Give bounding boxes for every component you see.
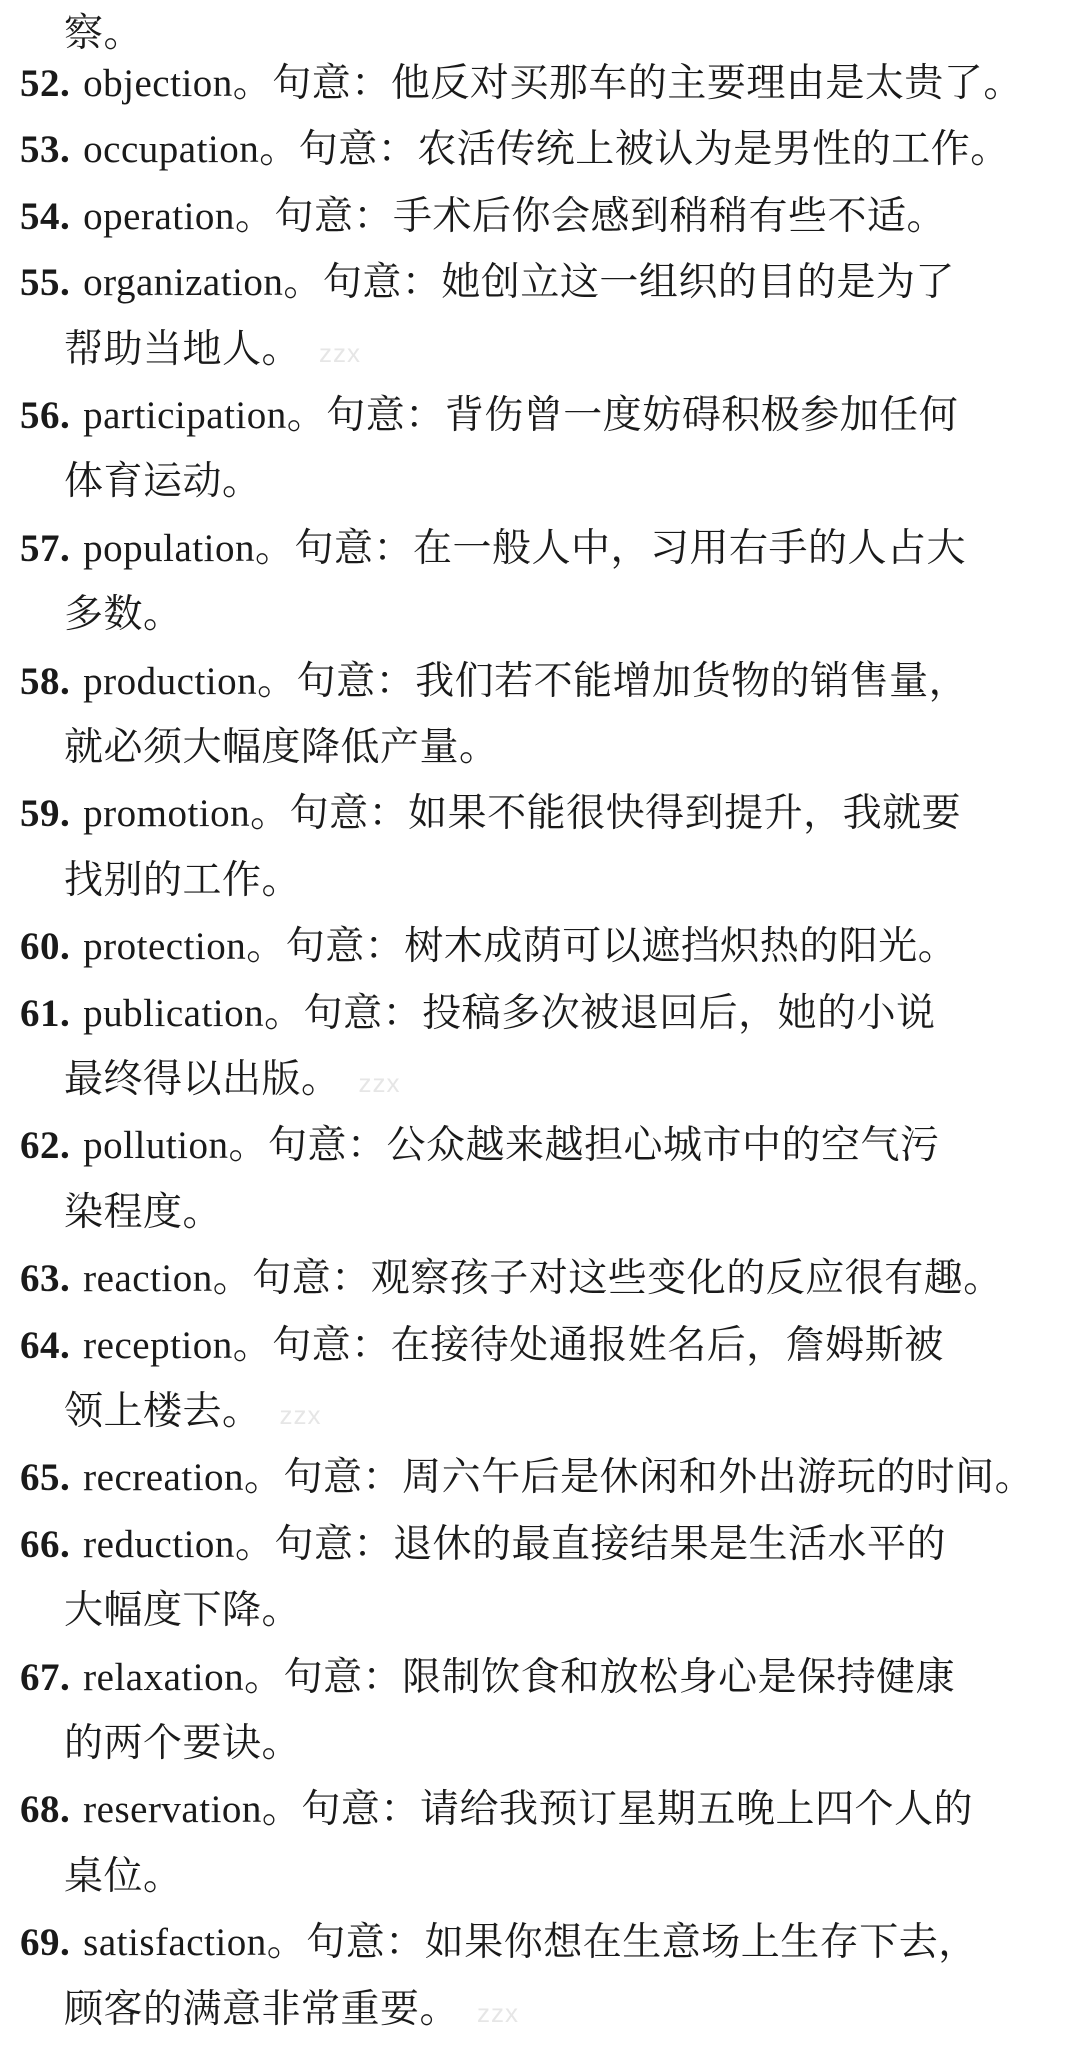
entry-separator: 。句意： (264, 990, 423, 1036)
entry-line (20, 191, 1072, 243)
entry-continuation-line (64, 722, 1072, 774)
entry-meaning: 背伤曾一度妨碍积极参加任何 (444, 393, 959, 438)
entry-meaning: 在接待处通报姓名后，詹姆斯被 (390, 1322, 944, 1368)
entry-continuation-line (64, 1187, 1072, 1239)
entry-continuation-line (64, 589, 1072, 641)
entry-meaning: 他反对买那车的主要理由是太贵了。 (390, 61, 1023, 106)
entry-word: reception (83, 1323, 233, 1367)
entry-word: objection (83, 62, 233, 105)
entry-line (20, 1452, 1072, 1504)
entry-word: protection (83, 925, 247, 969)
entry-line (20, 1652, 1072, 1704)
entry-separator: 。句意： (259, 127, 418, 173)
entry-separator: 。句意： (254, 525, 413, 571)
entry-meaning: 顾客的满意非常重要。 (64, 1986, 460, 2032)
entry-line (20, 390, 1072, 442)
entry-separator: 。句意： (212, 1256, 371, 1302)
entry-word: participation (83, 394, 287, 437)
entry-meaning: 最终得以出版。 (64, 1057, 341, 1102)
entry-meaning: 桌位。 (64, 1853, 183, 1899)
entry-meaning: 我们若不能增加货物的销售量， (415, 658, 969, 704)
entry-line (20, 523, 1072, 575)
entry-number: 55. (20, 261, 71, 305)
entry-continuation-line (64, 324, 1072, 379)
entry-number: 62. (20, 1124, 71, 1168)
entry-word: reaction (83, 1257, 213, 1301)
entry-separator: 。句意： (250, 791, 409, 837)
entry-continuation-line (64, 1054, 1072, 1109)
entry-separator: 。句意： (232, 61, 391, 106)
entry-word: reduction (83, 1522, 235, 1566)
entry-number: 64. (20, 1323, 71, 1367)
entry-meaning: 公众越来越担心城市中的空气污 (386, 1123, 940, 1169)
entry-line (20, 656, 1072, 708)
entry-line (20, 124, 1072, 176)
entry-meaning: 在一般人中，习用右手的人占大 (413, 525, 967, 571)
entry-separator: 。句意： (286, 393, 445, 438)
entry-separator: 。句意： (257, 658, 416, 704)
entry-meaning: 请给我预订星期五晚上四个人的 (419, 1787, 973, 1833)
entry-separator: 。句意： (228, 1123, 387, 1169)
watermark: zzx (477, 1997, 520, 2028)
entry-word: production (83, 659, 258, 703)
entry-line (20, 1120, 1072, 1172)
entry-line (20, 1519, 1072, 1571)
entry-separator: 。句意： (283, 260, 442, 306)
entry-meaning: 观察孩子对这些变化的反应很有趣。 (370, 1256, 1003, 1302)
entry-meaning: 多数。 (64, 592, 183, 638)
entry-number: 53. (20, 128, 71, 172)
entry-meaning: 周六午后是休闲和外出游玩的时间。 (402, 1455, 1035, 1501)
entry-continuation-line (64, 1851, 1072, 1903)
entry-number: 61. (20, 991, 71, 1035)
entry-number: 63. (20, 1257, 71, 1301)
entry-word: pollution (83, 1124, 229, 1168)
entry-word: reservation (83, 1788, 262, 1832)
entry-number: 58. (20, 659, 71, 703)
entry-meaning: 退休的最直接结果是生活水平的 (392, 1521, 946, 1567)
entry-meaning: 的两个要诀。 (64, 1721, 302, 1766)
entry-line (20, 58, 1072, 110)
entry-continuation-line (64, 1718, 1072, 1770)
entry-separator: 。句意： (234, 193, 393, 239)
entry-line (20, 988, 1072, 1040)
entry-continuation-line (64, 456, 1072, 508)
entry-continuation-line (64, 855, 1072, 907)
entry-meaning: 如果不能很快得到提升，我就要 (408, 791, 962, 837)
entry-meaning: 农活传统上被认为是男性的工作。 (417, 127, 1010, 173)
entry-number: 52. (20, 62, 71, 105)
entry-word: relaxation (83, 1655, 245, 1699)
entry-line (20, 1784, 1072, 1836)
entry-separator: 。句意： (261, 1787, 420, 1833)
entry-number: 60. (20, 925, 71, 969)
entry-line (20, 1253, 1072, 1305)
entry-word: publication (83, 991, 265, 1035)
entry-word: satisfaction (83, 1921, 267, 1965)
entry-meaning: 领上楼去。 (64, 1389, 262, 1434)
entry-continuation-line (64, 1984, 1072, 2039)
entry-meaning: 手术后你会感到稍稍有些不适。 (392, 193, 946, 239)
entry-number: 56. (20, 394, 71, 437)
watermark: zzx (358, 1068, 401, 1098)
entry-meaning: 找别的工作。 (64, 857, 302, 903)
watermark: zzx (279, 1400, 322, 1430)
entry-line (20, 788, 1072, 840)
entry-number: 59. (20, 792, 71, 836)
entry-number: 69. (20, 1921, 71, 1965)
entry-separator: 。句意： (244, 1455, 403, 1501)
entry-word: recreation (83, 1456, 245, 1500)
entry-continuation-line (64, 1585, 1072, 1637)
entry-separator: 。句意： (246, 924, 405, 970)
entry-meaning: 体育运动。 (64, 459, 262, 505)
entry-line (20, 1320, 1072, 1372)
entry-meaning: 投稿多次被退回后，她的小说 (422, 990, 936, 1036)
entry-line (20, 257, 1072, 309)
entry-number: 67. (20, 1655, 71, 1699)
entry-word: organization (83, 261, 284, 305)
entry-meaning: 树木成荫可以遮挡炽热的阳光。 (404, 924, 958, 970)
entry-meaning: 染程度。 (64, 1189, 223, 1235)
entry-meaning: 她创立这一组织的目的是为了 (441, 260, 955, 306)
entry-number: 65. (20, 1456, 71, 1500)
entry-number: 54. (20, 194, 71, 238)
lead-line-text: 察。 (64, 11, 144, 56)
entry-separator: 。句意： (234, 1521, 393, 1567)
entry-number: 68. (20, 1788, 71, 1832)
entry-separator: 。句意： (232, 1322, 391, 1368)
entry-meaning: 就必须大幅度降低产量。 (64, 725, 499, 770)
entry-meaning: 限制饮食和放松身心是保持健康 (402, 1654, 956, 1700)
entry-continuation-line (64, 1386, 1072, 1441)
entry-word: promotion (83, 792, 251, 836)
entry-word: population (83, 526, 255, 570)
entry-number: 57. (20, 526, 71, 570)
entry-separator: 。句意： (266, 1920, 425, 1966)
entry-word: operation (83, 194, 235, 238)
entry-meaning: 帮助当地人。 (64, 326, 302, 372)
entry-meaning: 如果你想在生意场上生存下去， (424, 1920, 978, 1966)
entry-separator: 。句意： (244, 1654, 403, 1700)
entry-number: 66. (20, 1522, 71, 1566)
entry-word: occupation (83, 128, 260, 172)
entry-line (20, 921, 1072, 973)
entry-meaning: 大幅度下降。 (64, 1588, 302, 1634)
entry-line (20, 1917, 1072, 1969)
lead-line (64, 8, 1072, 60)
watermark: zzx (319, 337, 362, 368)
